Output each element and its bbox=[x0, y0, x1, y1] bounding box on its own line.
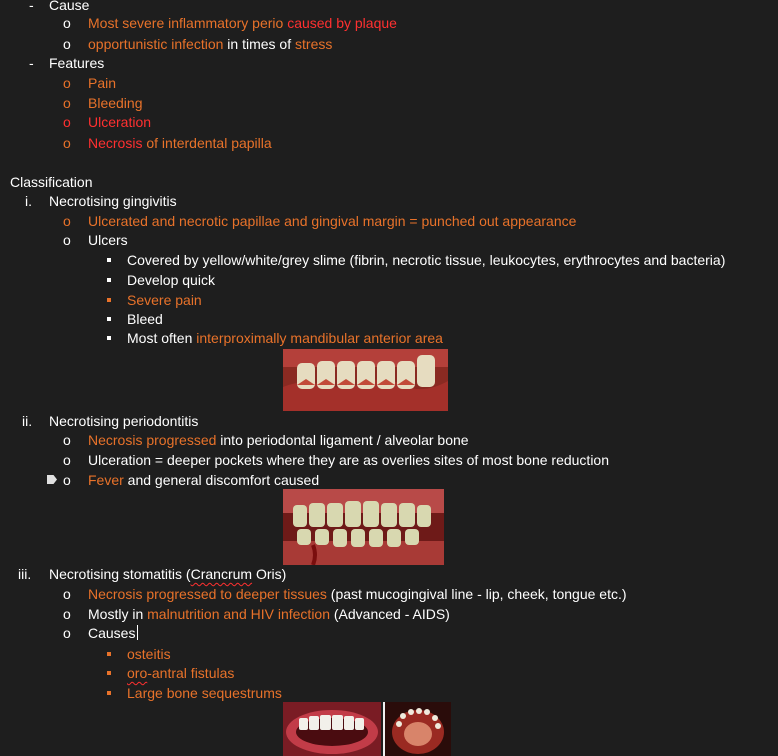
square-bullet bbox=[107, 258, 111, 262]
circle-bullet: o bbox=[63, 213, 71, 229]
feature-item bbox=[88, 113, 151, 131]
text-run: Ulceration = deeper pockets where they are as overlies sites of most bone reduction bbox=[88, 452, 610, 468]
list-item bbox=[88, 585, 627, 603]
circle-bullet: o bbox=[63, 95, 71, 111]
sub-list-item bbox=[127, 271, 215, 289]
text-run: Bleed bbox=[127, 311, 163, 327]
list-item bbox=[88, 605, 450, 623]
section-numeral: ii. bbox=[22, 413, 33, 429]
classification-heading: Classification bbox=[10, 174, 93, 190]
gingivitis-photo bbox=[283, 349, 448, 411]
list-item bbox=[88, 431, 469, 449]
square-bullet bbox=[107, 317, 111, 321]
text-run: Mostly in bbox=[88, 606, 148, 622]
circle-bullet: o bbox=[63, 586, 71, 602]
list-item[interactable] bbox=[88, 624, 138, 642]
text-run: osteitis bbox=[127, 646, 171, 662]
text-run: Ulcers bbox=[88, 232, 128, 248]
sub-list-item bbox=[127, 664, 234, 682]
text-run: Most severe inflammatory perio bbox=[88, 15, 288, 31]
text-run: of interdental papilla bbox=[142, 135, 272, 151]
stomatitis-photo-a bbox=[283, 702, 381, 756]
cause-heading: Cause bbox=[49, 0, 90, 13]
text-run: opportunistic infection bbox=[88, 36, 224, 52]
text-run: Bleeding bbox=[88, 95, 143, 111]
text-run: interproximally mandibular anterior area bbox=[196, 330, 443, 346]
sub-list-item bbox=[127, 291, 202, 309]
circle-bullet: o bbox=[63, 232, 71, 248]
square-bullet bbox=[107, 691, 111, 695]
dash-bullet: - bbox=[29, 55, 34, 71]
list-item bbox=[88, 451, 609, 469]
text-run: malnutrition and HIV infection bbox=[147, 606, 330, 622]
text-run: Ulcerated and necrotic papillae and gingival margin = punched out appearance bbox=[88, 213, 577, 229]
text-run: oro bbox=[127, 665, 148, 681]
text-run: (Advanced - AIDS) bbox=[330, 606, 450, 622]
text-run: -antral fistulas bbox=[147, 665, 235, 681]
text-run: Necrosis progressed to deeper tissues bbox=[88, 586, 327, 602]
drag-handle-icon[interactable] bbox=[47, 475, 57, 484]
sub-list-item bbox=[127, 684, 282, 702]
section-numeral: i. bbox=[25, 193, 32, 209]
circle-bullet: o bbox=[63, 472, 71, 488]
text-run: Necrosis progressed bbox=[88, 432, 217, 448]
section-title: Necrotising periodontitis bbox=[49, 413, 199, 429]
features-heading: Features bbox=[49, 55, 105, 71]
text-run: stress bbox=[295, 36, 333, 52]
text-run: caused by plaque bbox=[287, 15, 397, 31]
dash-bullet: - bbox=[29, 0, 34, 13]
circle-bullet: o bbox=[63, 36, 71, 52]
square-bullet bbox=[107, 278, 111, 282]
circle-bullet: o bbox=[63, 15, 71, 31]
text-run: (past mucogingival line - lip, cheek, tongue etc.) bbox=[326, 586, 627, 602]
circle-bullet: o bbox=[63, 625, 71, 641]
sub-list-item bbox=[127, 645, 171, 663]
text-run: Necrosis bbox=[88, 135, 143, 151]
list-item bbox=[88, 231, 128, 249]
square-bullet bbox=[107, 298, 111, 302]
circle-bullet: o bbox=[63, 114, 71, 130]
text-run: in times of bbox=[223, 36, 296, 52]
section-title: Necrotising stomatitis (Crancrum Oris) bbox=[49, 566, 287, 582]
text-run: Severe pain bbox=[127, 292, 202, 308]
section-numeral: iii. bbox=[18, 566, 32, 582]
text-cursor bbox=[137, 625, 138, 640]
section-title: Necrotising gingivitis bbox=[49, 193, 177, 209]
circle-bullet: o bbox=[63, 75, 71, 91]
text-run: Causes bbox=[88, 625, 136, 641]
feature-item bbox=[88, 94, 143, 112]
square-bullet bbox=[107, 671, 111, 675]
text-run: Develop quick bbox=[127, 272, 215, 288]
list-item bbox=[88, 471, 319, 489]
cause-item bbox=[88, 14, 397, 32]
periodontitis-photo bbox=[283, 489, 444, 565]
list-item bbox=[88, 212, 576, 230]
text-run: Ulceration bbox=[88, 114, 152, 130]
text-run: Pain bbox=[88, 75, 117, 91]
text-run: Most often bbox=[127, 330, 197, 346]
sub-list-item bbox=[127, 251, 725, 269]
feature-item bbox=[88, 134, 272, 152]
square-bullet bbox=[107, 652, 111, 656]
text-run: Covered by yellow/white/grey slime (fibrin, necrotic tissue, leukocytes, erythrocytes and bacteria) bbox=[127, 252, 726, 268]
text-run: Fever bbox=[88, 472, 124, 488]
circle-bullet: o bbox=[63, 452, 71, 468]
circle-bullet: o bbox=[63, 135, 71, 151]
text-run: into periodontal ligament / alveolar bone bbox=[216, 432, 469, 448]
feature-item bbox=[88, 74, 116, 92]
sub-list-item bbox=[127, 329, 443, 347]
text-run: and general discomfort caused bbox=[123, 472, 320, 488]
circle-bullet: o bbox=[63, 606, 71, 622]
text-run: Large bone sequestrums bbox=[127, 685, 282, 701]
stomatitis-photo-b bbox=[383, 702, 451, 756]
circle-bullet: o bbox=[63, 432, 71, 448]
square-bullet bbox=[107, 336, 111, 340]
sub-list-item bbox=[127, 310, 163, 328]
cause-item bbox=[88, 35, 332, 53]
